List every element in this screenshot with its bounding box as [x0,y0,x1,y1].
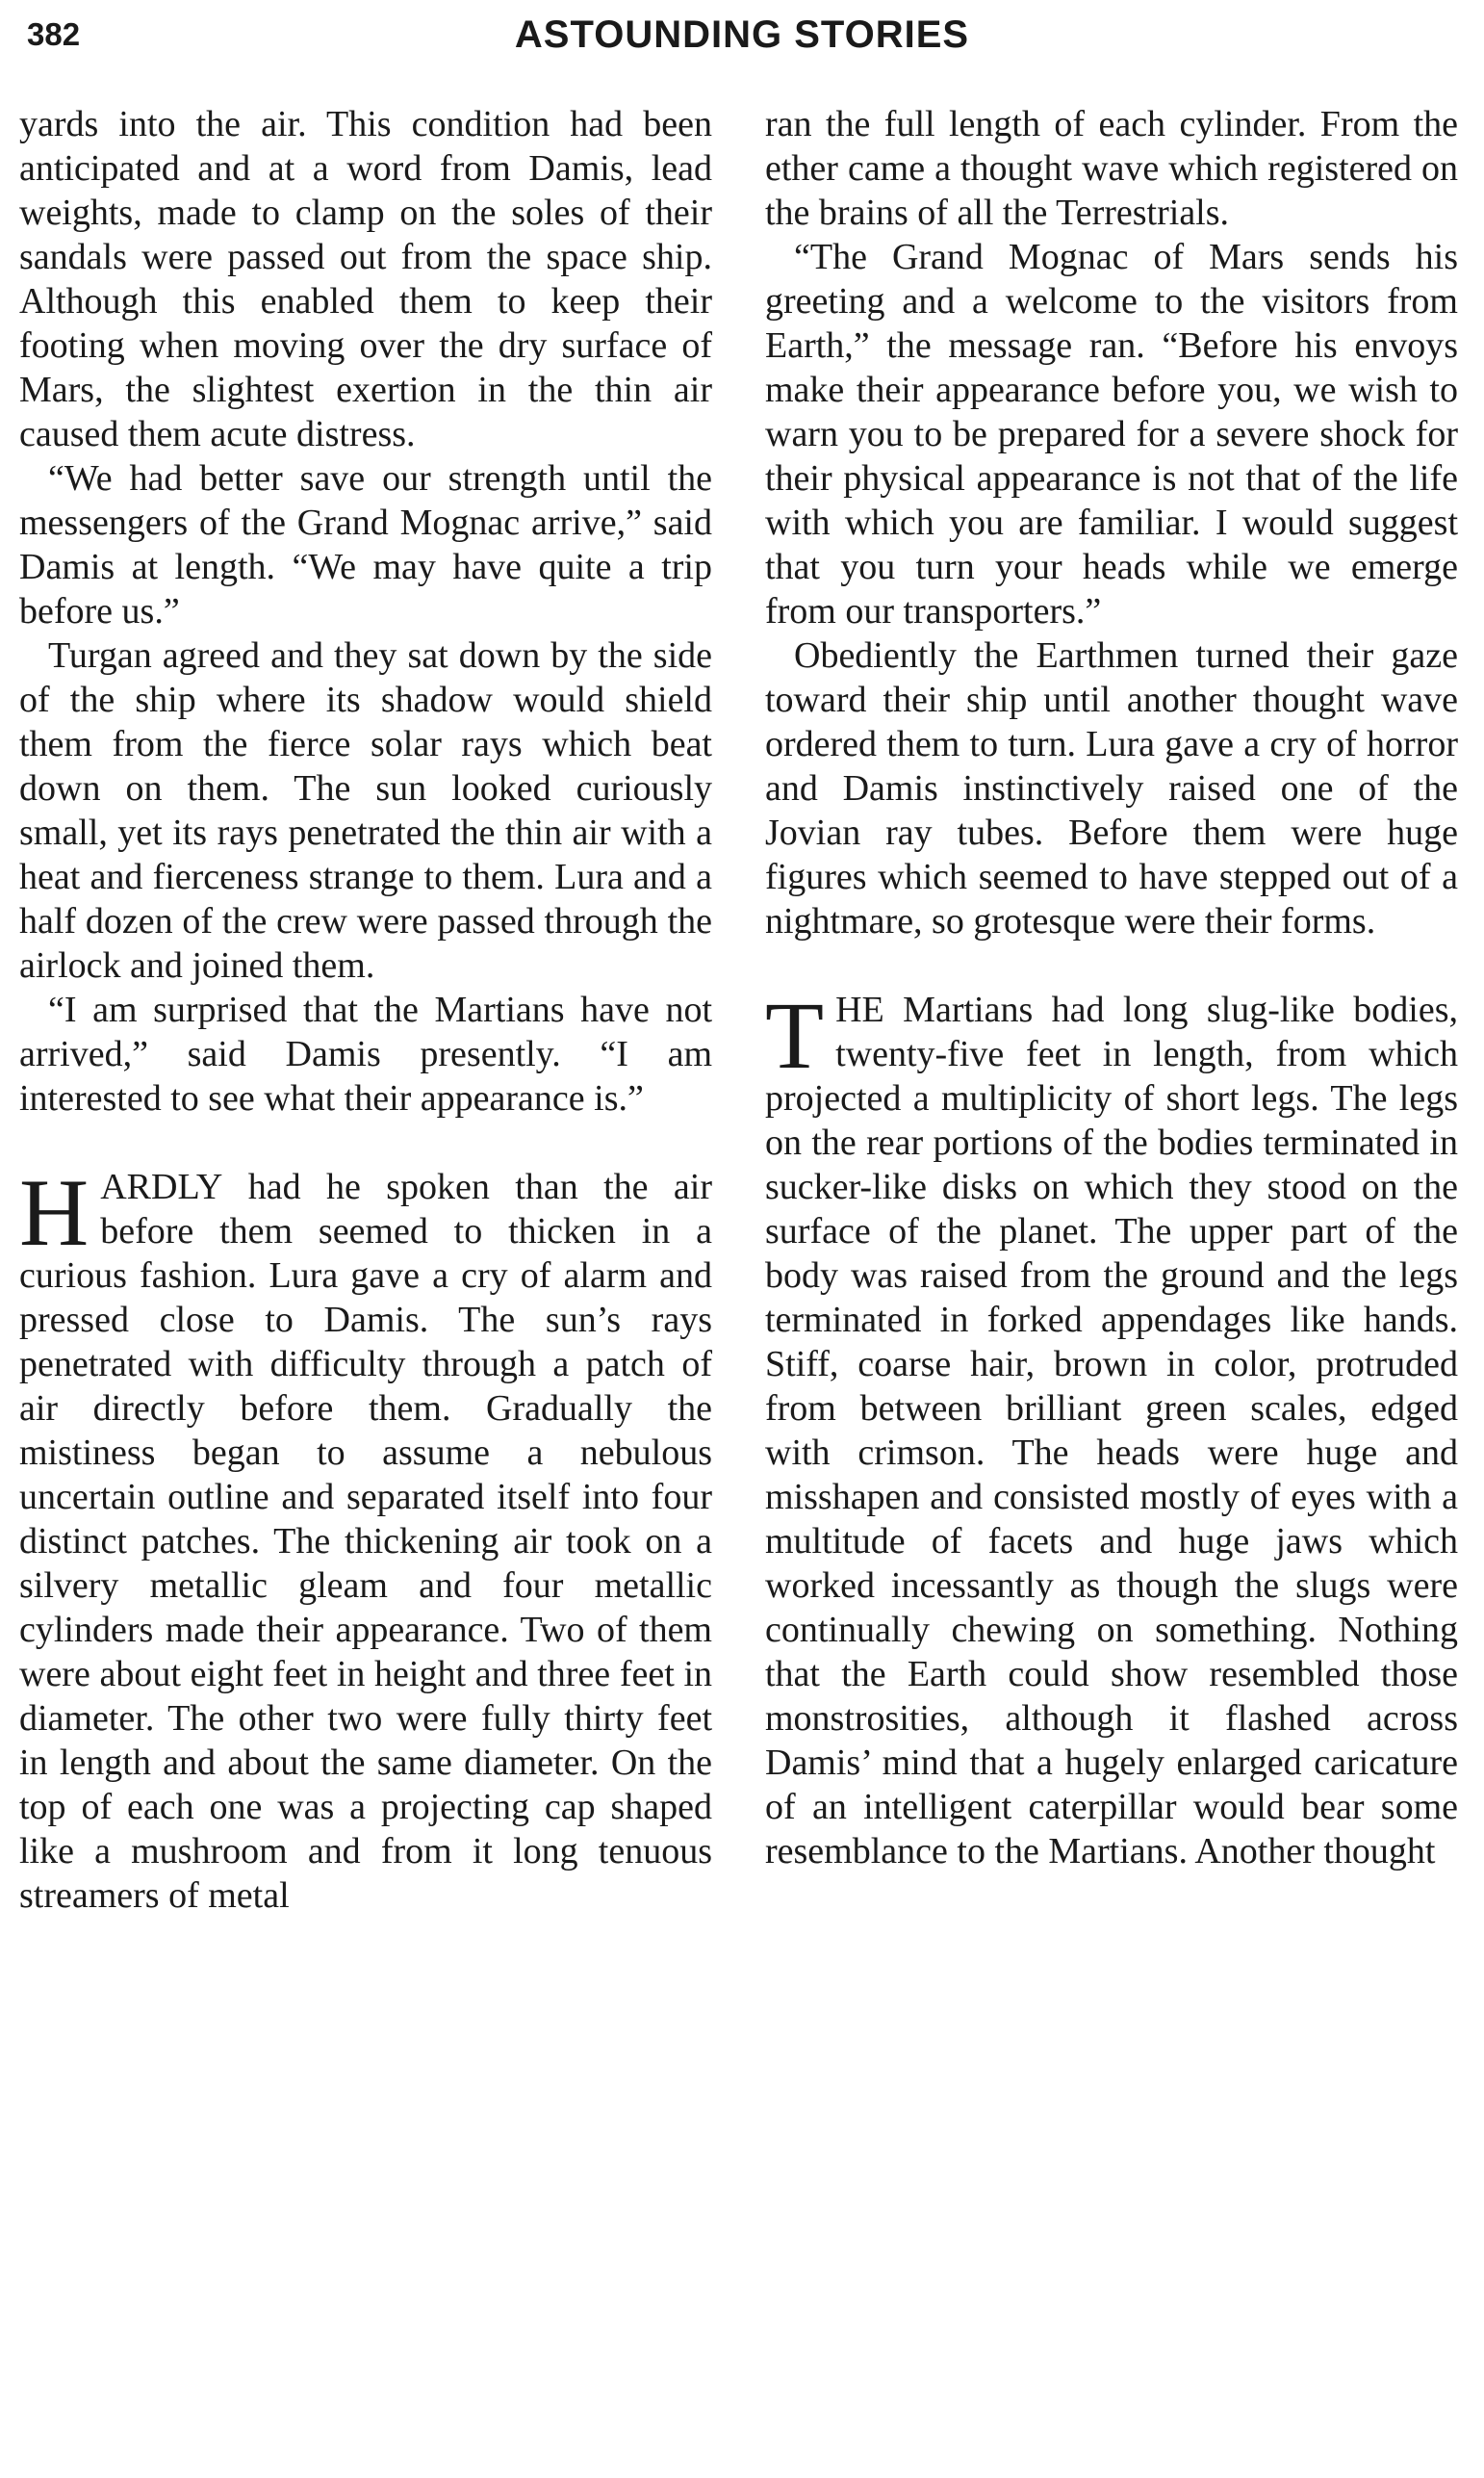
paragraph-text: Martians had long slug-like bodies, twenty-five feet in length, from which projected a multiplicity of short legs. The legs on the rear portions of the bodies terminated in sucker-like disks on which they stood on the surface of the planet. The upper part of the body was raised from the ground and the legs terminated in forked appendages like hands. Stiff, coarse hair, brown in color, protruded from between brilliant green scales, edged with crimson. The heads were huge and misshapen and consisted mostly of eyes with a multitude of facets and huge jaws which worked incessantly as though the slugs were continually chewing on something. Nothing that the Earth could show resembled those monstrosities, although it flashed across Damis’ mind that a hugely enlarged caricature of an intelligent caterpillar would bear some resemblance to the Martians. Another thought [765,990,1458,1871]
lead-in: HE [835,990,884,1030]
running-title: ASTOUNDING STORIES [514,13,970,56]
paragraph: Turgan agreed and they sat down by the side of the ship where its shadow would shield them from the fierce solar rays which beat down on them. The sun looked curiously small, yet its rays penetrated the thin air with a heat and fierceness strange to them. Lura and a half dozen of the crew were passed through the airlock and joined them. [19,635,712,986]
left-column [19,102,712,1918]
drop-cap: T [765,982,825,1089]
paragraph: “I am surprised that the Martians have not arrived,” said Damis presently. “I am interested to see what their appearance is.” [19,990,712,1119]
right-column [765,102,1458,1873]
paragraph-text: had he spoken than the air before them seemed to thicken in a curious fashion. Lura gave a cry of alarm and pressed close to Damis. The sun’s rays penetrated with difficulty through a patch of air directly before them. Gradually the mistiness began to assume a nebulous uncertain outline and separated itself into four distinct patches. The thickening air took on a silvery metallic gleam and four metallic cylinders made their appearance. Two of them were about eight feet in height and three feet in diameter. The other two were fully thirty feet in length and about the same diameter. On the top of each one was a projecting cap shaped like a mushroom and from it long tenuous streamers of metal [19,1167,712,1916]
paragraph-with-drop-cap [765,982,1458,1873]
paragraph: “The Grand Mognac of Mars sends his greeting and a welcome to the visitors from Earth,” the message ran. “Before his envoys make their appearance before you, we wish to warn you to be prepared for a severe shock for their physical appearance is not that of the life with which you are familiar. I would suggest that you turn your heads while we emerge from our transporters.” [765,237,1458,632]
paragraph-with-drop-cap [19,1159,712,1918]
section-break [765,943,1458,988]
running-head [27,8,1457,62]
lead-in: ARDLY [100,1167,223,1207]
section-break [19,1121,712,1165]
paragraph: Obediently the Earthmen turned their gaze toward their ship until another thought wave ordered them to turn. Lura gave a cry of horror and Damis instinctively raised one of the Jovian ray tubes. Before them were huge figures which seemed to have stepped out of a nightmare, so grotesque were their forms. [765,635,1458,942]
page-number: 382 [27,16,81,52]
paragraph: yards into the air. This condition had been anticipated and at a word from Damis, lead weights, made to clamp on the soles of their sandals were passed out from the space ship. Although this enabled them to keep their footing when moving over the dry surface of Mars, the slightest exertion in the thin air caused them acute distress. [19,104,712,454]
paragraph: “We had better save our strength until the messengers of the Grand Mognac arrive,” said Damis at length. “We may have quite a trip before us.” [19,458,712,632]
paragraph: ran the full length of each cylinder. From the ether came a thought wave which registered on the brains of all the Terrestrials. [765,104,1458,233]
drop-cap: H [19,1159,90,1266]
